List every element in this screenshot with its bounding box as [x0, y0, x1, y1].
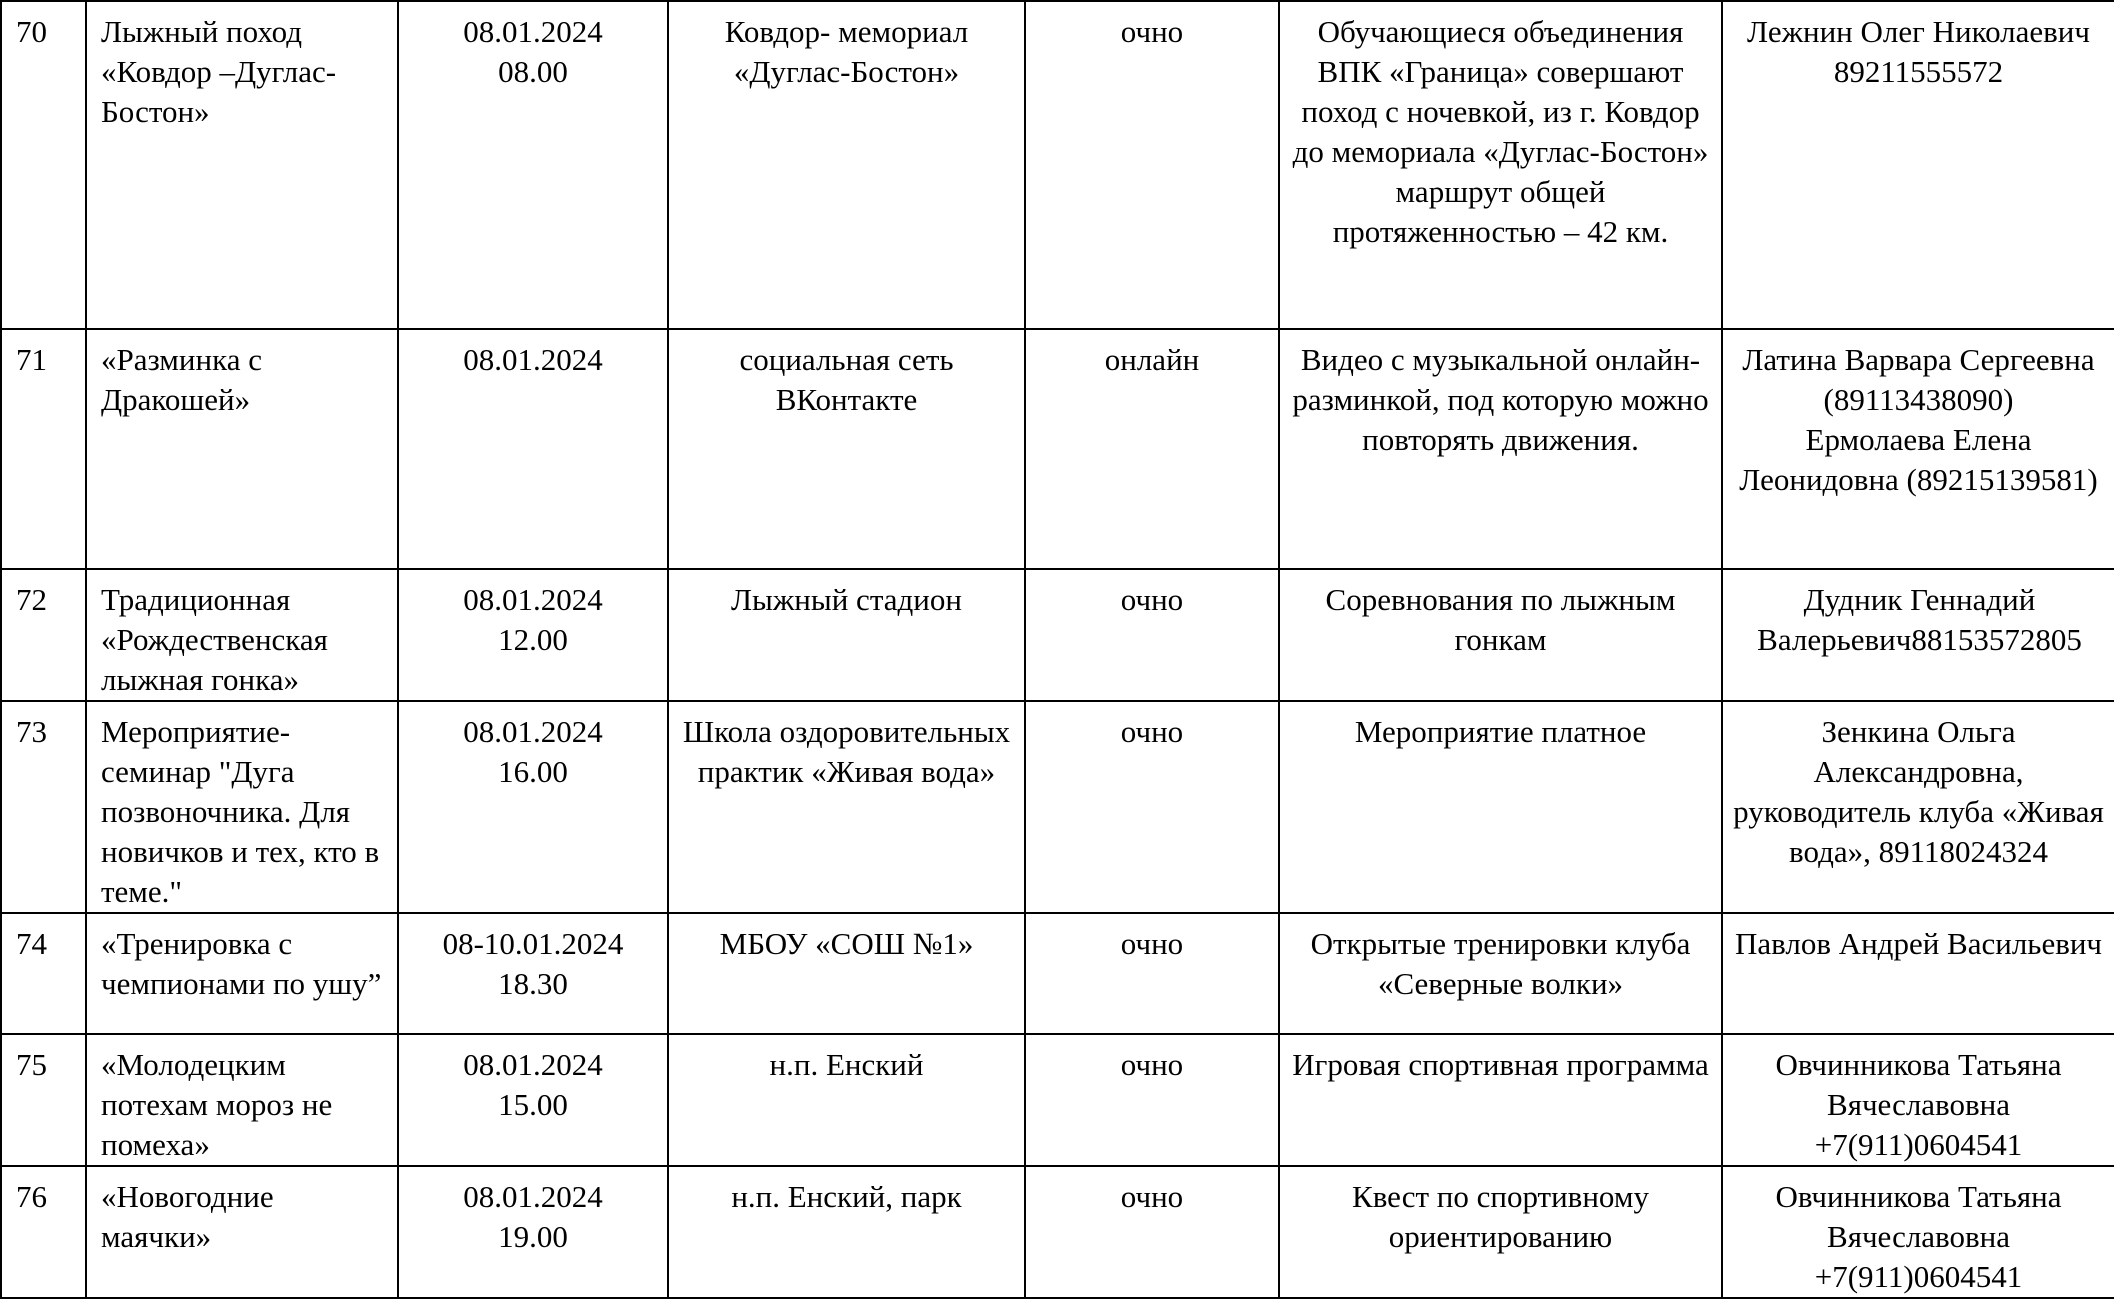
event-time: 19.00 [498, 1219, 568, 1254]
event-date: 08.01.2024 [463, 342, 603, 377]
event-datetime [398, 1034, 668, 1166]
event-time: 16.00 [498, 754, 568, 789]
event-contact [1722, 329, 2114, 569]
event-description: Мероприятие платное [1279, 701, 1722, 913]
contact-line: Латина Варвара Сергеевна (89113438090) [1742, 342, 2095, 417]
event-name: «Новогодние маячки» [86, 1166, 398, 1298]
event-time: 18.30 [498, 966, 568, 1001]
event-contact [1722, 569, 2114, 701]
event-contact [1722, 1166, 2114, 1298]
table-row [1, 913, 2114, 1034]
table-row [1, 1166, 2114, 1298]
event-place: н.п. Енский [668, 1034, 1025, 1166]
event-name: «Молодецким потехам мороз не помеха» [86, 1034, 398, 1166]
event-place: н.п. Енский, парк [668, 1166, 1025, 1298]
row-number: 73 [1, 701, 86, 913]
event-description: Видео с музыкальной онлайн-разминкой, под которую можно повторять движения. [1279, 329, 1722, 569]
event-name: «Разминка с Дракошей» [86, 329, 398, 569]
event-datetime [398, 913, 668, 1034]
table-row [1, 1, 2114, 329]
event-time: 08.00 [498, 54, 568, 89]
row-number: 70 [1, 1, 86, 329]
event-date: 08.01.2024 [463, 14, 603, 49]
event-format: онлайн [1025, 329, 1279, 569]
row-number: 71 [1, 329, 86, 569]
contact-line: Валерьевич88153572805 [1757, 622, 2082, 657]
event-format: очно [1025, 913, 1279, 1034]
event-time: 15.00 [498, 1087, 568, 1122]
event-name: Мероприятие-семинар "Дуга позвоночника. Для новичков и тех, кто в теме." [86, 701, 398, 913]
event-name: Традиционная «Рождественская лыжная гонка» [86, 569, 398, 701]
event-place: МБОУ «СОШ №1» [668, 913, 1025, 1034]
event-format: очно [1025, 569, 1279, 701]
contact-line: Овчинникова Татьяна Вячеславовна [1775, 1179, 2062, 1254]
contact-line: Ермолаева Елена Леонидовна (89215139581) [1739, 422, 2098, 497]
event-name: «Тренировка с чемпионами по ушу” [86, 913, 398, 1034]
event-date: 08.01.2024 [463, 714, 603, 749]
contact-line: +7(911)0604541 [1814, 1127, 2023, 1162]
contact-line: +7(911)0604541 [1814, 1259, 2023, 1294]
row-number: 74 [1, 913, 86, 1034]
event-format: очно [1025, 701, 1279, 913]
event-place: Ковдор- мемориал «Дуглас-Бостон» [668, 1, 1025, 329]
event-description: Игровая спортивная программа [1279, 1034, 1722, 1166]
table-row [1, 569, 2114, 701]
event-format: очно [1025, 1034, 1279, 1166]
event-place: Лыжный стадион [668, 569, 1025, 701]
row-number: 76 [1, 1166, 86, 1298]
event-contact [1722, 701, 2114, 913]
event-description: Соревнования по лыжным гонкам [1279, 569, 1722, 701]
event-place: Школа оздоровительных практик «Живая вода» [668, 701, 1025, 913]
contact-line: Павлов Андрей Васильевич [1734, 926, 2103, 961]
event-date: 08.01.2024 [463, 1179, 603, 1214]
event-contact [1722, 1, 2114, 329]
event-date: 08.01.2024 [463, 582, 603, 617]
event-contact [1722, 913, 2114, 1034]
event-contact [1722, 1034, 2114, 1166]
row-number: 72 [1, 569, 86, 701]
row-number: 75 [1, 1034, 86, 1166]
event-description: Обучающиеся объединения ВПК «Граница» совершают поход с ночевкой, из г. Ковдор до мемориала «Дуглас-Бостон» маршрут общей протяженностью – 42 км. [1279, 1, 1722, 329]
event-time: 12.00 [498, 622, 568, 657]
event-datetime [398, 1166, 668, 1298]
event-place: социальная сеть ВКонтакте [668, 329, 1025, 569]
contact-line: Дудник Геннадий [1803, 582, 2036, 617]
contact-line: 89211555572 [1833, 54, 2004, 89]
table-row [1, 329, 2114, 569]
event-datetime [398, 569, 668, 701]
contact-line: Овчинникова Татьяна Вячеславовна [1775, 1047, 2062, 1122]
event-name: Лыжный поход «Ковдор –Дуглас-Бостон» [86, 1, 398, 329]
contact-line: Зенкина Ольга Александровна, руководитель клуба «Живая вода», 89118024324 [1733, 714, 2104, 869]
event-datetime [398, 701, 668, 913]
event-format: очно [1025, 1, 1279, 329]
event-date: 08-10.01.2024 [442, 926, 624, 961]
event-datetime [398, 329, 668, 569]
event-format: очно [1025, 1166, 1279, 1298]
event-description: Квест по спортивному ориентированию [1279, 1166, 1722, 1298]
event-datetime [398, 1, 668, 329]
event-description: Открытые тренировки клуба «Северные волки» [1279, 913, 1722, 1034]
contact-line: Лежнин Олег Николаевич [1747, 14, 2090, 49]
event-date: 08.01.2024 [463, 1047, 603, 1082]
table-row [1, 1034, 2114, 1166]
table-row [1, 701, 2114, 913]
